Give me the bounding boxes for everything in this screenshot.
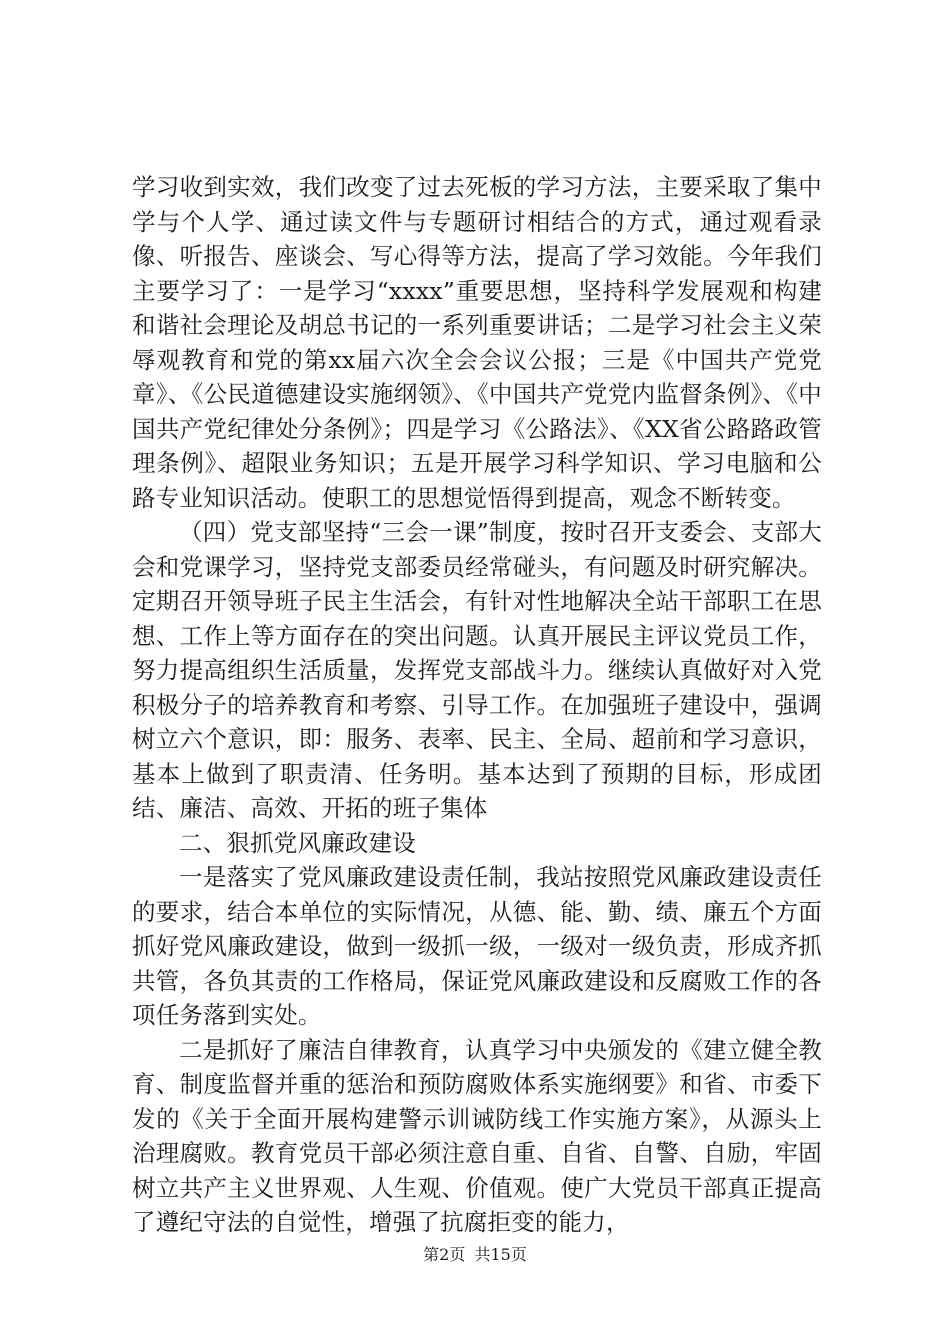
document-body bbox=[132, 170, 822, 1240]
total-pages: 共15页 bbox=[474, 1245, 527, 1264]
paragraph-three-meetings: （四）党支部坚持“三会一课”制度，按时召开支委会、支部大会和党课学习，坚持党支部委员经常碰头，有问题及时研究解决。定期召开领导班子民主生活会，有针对性地解决全站干部职工在思想、工作上等方面存在的突出问题。认真开展民主评议党员工作，努力提高组织生活质量，发挥党支部战斗力。继续认真做好对入党积极分子的培养教育和考察、引导工作。在加强班子建设中，强调树立六个意识，即：服务、表率、民主、全局、超前和学习意识，基本上做到了职责清、任务明。基本达到了预期的目标，形成团结、廉洁、高效、开拓的班子集体 bbox=[132, 518, 822, 822]
paragraph-integrity-education: 二是抓好了廉洁自律教育，认真学习中央颁发的《建立健全教育、制度监督并重的惩治和预防腐败体系实施纲要》和省、市委下发的《关于全面开展构建警示训诫防线工作实施方案》，从源头上治理腐败。教育党员干部必须注意自重、自省、自警、自励，牢固树立共产主义世界观、人生观、价值观。使广大党员干部真正提高了遵纪守法的自觉性，增强了抗腐拒变的能力， bbox=[132, 1035, 822, 1236]
page-footer bbox=[0, 1245, 950, 1265]
paragraph-study-content: 学习收到实效，我们改变了过去死板的学习方法，主要采取了集中学与个人学、通过读文件与专题研讨相结合的方式，通过观看录像、听报告、座谈会、写心得等方法，提高了学习效能。今年我们主要学习了：一是学习“xxxx”重要思想，坚持科学发展观和构建和谐社会理论及胡总书记的一系列重要讲话；二是学习社会主义荣辱观教育和党的第xx届六次全会会议公报；三是《中国共产党党章》、《公民道德建设实施纲领》、《中国共产党党内监督条例》、《中国共产党纪律处分条例》；四是学习《公路法》、《XX省公路路政管理条例》、超限业务知识；五是开展学习科学知识、学习电脑和公路专业知识活动。使职工的思想觉悟得到提高，观念不断转变。 bbox=[132, 173, 822, 512]
page-number: 第2页 bbox=[423, 1245, 466, 1264]
paragraph-responsibility-system: 一是落实了党风廉政建设责任制，我站按照党风廉政建设责任的要求，结合本单位的实际情况，从德、能、勤、绩、廉五个方面抓好党风廉政建设，做到一级抓一级，一级对一级负责，形成齐抓共管，各负其责的工作格局，保证党风廉政建设和反腐败工作的各项任务落到实处。 bbox=[132, 863, 822, 1029]
section-heading-anti-corruption: 二、狠抓党风廉政建设 bbox=[179, 828, 416, 857]
